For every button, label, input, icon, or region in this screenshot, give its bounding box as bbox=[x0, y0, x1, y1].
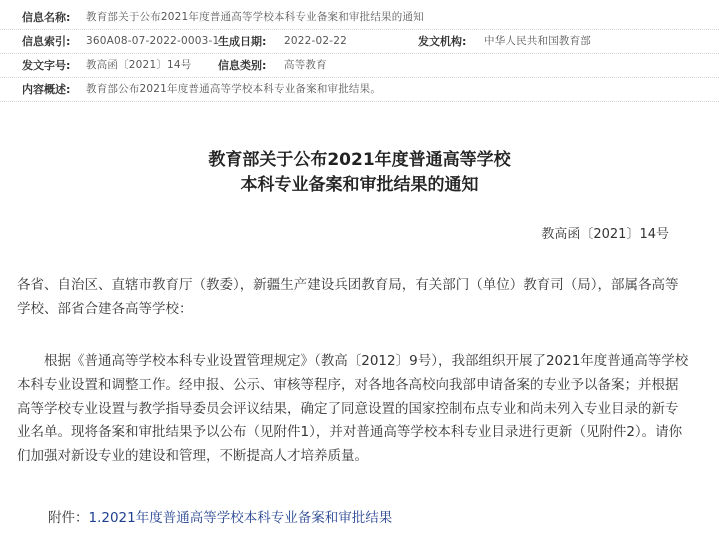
date-value: 2022-02-22 bbox=[284, 35, 348, 47]
summary-label: 内容概述: bbox=[22, 83, 71, 96]
meta-row-docno bbox=[0, 54, 719, 78]
meta-row-name bbox=[0, 6, 719, 30]
info-index-value: 360A08-07-2022-0003-1 bbox=[86, 35, 220, 47]
document-metadata bbox=[0, 6, 719, 102]
org-value: 中华人民共和国教育部 bbox=[484, 35, 591, 47]
document-title-line1: 教育部关于公布2021年度普通高等学校 bbox=[208, 150, 511, 170]
category-value: 高等教育 bbox=[284, 59, 327, 71]
category-label: 信息类别: bbox=[218, 59, 267, 72]
info-name-value: 教育部关于公布2021年度普通高等学校本科专业备案和审批结果的通知 bbox=[86, 11, 424, 23]
docno-label: 发文字号: bbox=[22, 59, 71, 72]
attachment-line bbox=[48, 506, 392, 526]
meta-row-index bbox=[0, 30, 719, 54]
document-number: 教高函〔2021〕14号 bbox=[541, 227, 669, 242]
info-index-label: 信息索引: bbox=[22, 35, 71, 48]
summary-value: 教育部公布2021年度普通高等学校本科专业备案和审批结果。 bbox=[86, 83, 382, 95]
date-label: 生成日期: bbox=[218, 35, 267, 48]
attachment-link[interactable]: 1.2021年度普通高等学校本科专业备案和审批结果 bbox=[88, 510, 393, 526]
docno-value: 教高函〔2021〕14号 bbox=[86, 59, 192, 71]
attachment-label: 附件： bbox=[48, 510, 89, 526]
salutation: 各省、自治区、直辖市教育厅（教委），新疆生产建设兵团教育局，有关部门（单位）教育司（局），部属各高等学校、部省合建各高等学校： bbox=[17, 277, 679, 317]
document-title-line2: 本科专业备案和审批结果的通知 bbox=[240, 175, 479, 195]
body-paragraph: 根据《普通高等学校本科专业设置管理规定》（教高〔2012〕9号），我部组织开展了2021年度普通高等学校本科专业设置和调整工作。经申报、公示、审核等程序，对各地各高校向我部申请备案的专业予以备案；并根据高等学校专业设置与教学指导委员会评议结果，确定了同意设置的国家控制布点专业和尚未列入专业目录的新专业名单。现将备案和审批结果予以公布（见附件1），并对普通高等学校本科专业目录进行更新（见附件2）。请你们加强对新设专业的建设和管理，不断提高人才培养质量。 bbox=[17, 353, 689, 465]
meta-row-summary bbox=[0, 78, 719, 102]
info-name-label: 信息名称: bbox=[22, 11, 71, 24]
org-label: 发文机构: bbox=[418, 35, 467, 48]
